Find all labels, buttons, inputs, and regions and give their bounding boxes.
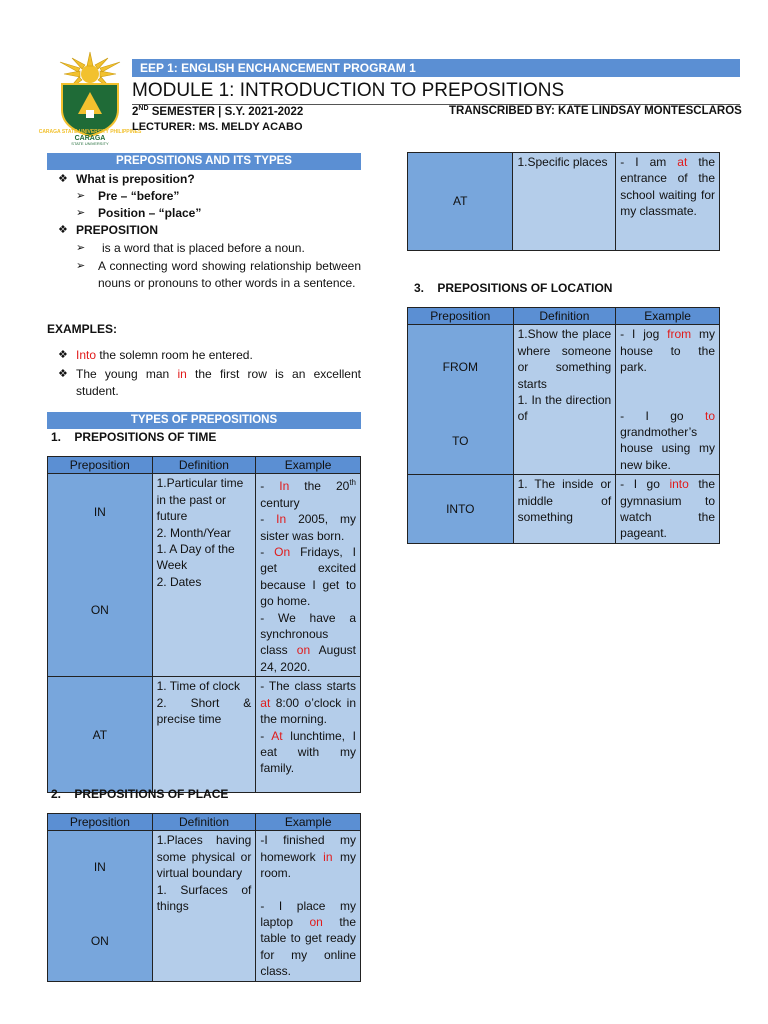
arrow-bullet-icon: ➢ [76, 260, 86, 272]
time-heading: 1. PREPOSITIONS OF TIME [51, 430, 217, 444]
university-logo [38, 48, 142, 148]
definition-cell: 1.Show the place where someone or something starts 1. In the direction of [513, 325, 616, 475]
examples-label: EXAMPLES: [47, 322, 118, 336]
column-header-example: Example [256, 814, 361, 831]
prep-cell: IN ON [48, 831, 153, 981]
transcriber: TRANSCRIBED BY: KATE LINDSAY MONTESCLAROS [449, 105, 742, 117]
example-2: The young man in the first row is an excellent student. [76, 367, 361, 398]
column-header-example: Example [256, 457, 361, 474]
table-row [48, 677, 361, 793]
definition-cell: 1. The inside or middle of something [513, 475, 616, 544]
example-cell: - I go into the gymnasium to watch the pageant. [616, 475, 720, 544]
table-row [408, 325, 720, 475]
svg-text:CARAGA: CARAGA [74, 135, 106, 142]
table-row [48, 474, 361, 677]
diamond-bullet-icon: ❖ [58, 224, 68, 236]
lecturer: LECTURER: MS. MELDY ACABO [132, 121, 303, 133]
table-row [48, 831, 361, 981]
definition-1: is a word that is placed before a noun. [102, 241, 305, 255]
diamond-bullet-icon: ❖ [58, 173, 68, 185]
column-header-preposition: Preposition [408, 308, 514, 325]
example-cell: - I am at the entrance of the school waiting for my classmate. [616, 153, 720, 251]
place-at-table [407, 152, 720, 251]
example-cell: - I jog from my house to the park. - I go to grandmother’s house using my new bike. [616, 325, 720, 475]
question-text: What is preposition? [76, 172, 195, 186]
diamond-bullet-icon: ❖ [58, 368, 68, 380]
example-cell: - In the 20th century - In 2005, my sister was born. - On Fridays, I get excited because I get to go home. - We have a synchronous class on August 24, 2020. [256, 474, 361, 677]
module-title: MODULE 1: INTRODUCTION TO PREPOSITIONS [132, 80, 740, 105]
arrow-bullet-icon: ➢ [76, 207, 86, 219]
arrow-bullet-icon: ➢ [76, 190, 86, 202]
arrow-bullet-icon: ➢ [76, 242, 86, 254]
column-header-preposition: Preposition [48, 814, 153, 831]
definition-cell: 1.Places having some physical or virtual boundary 1. Surfaces of things [152, 831, 256, 981]
column-header-definition: Definition [152, 814, 256, 831]
prep-cell: IN ON [48, 474, 153, 677]
column-header-example: Example [616, 308, 720, 325]
place-heading: 2. PREPOSITIONS OF PLACE [51, 787, 229, 801]
pre-text: Pre – “before” [98, 189, 180, 203]
time-table [47, 456, 361, 793]
preposition-heading: PREPOSITION [76, 223, 159, 237]
semester-info: 2ND SEMESTER | S.Y. 2021-2022 [132, 105, 304, 118]
column-header-definition: Definition [152, 457, 256, 474]
column-header-definition: Definition [513, 308, 616, 325]
example-cell: -I finished my homework in my room. - I place my laptop on the table to get ready for my online class. [256, 831, 361, 981]
section-band-types: PREPOSITIONS AND ITS TYPES [47, 153, 361, 170]
definition-cell: 1.Specific places [513, 153, 616, 251]
location-table [407, 307, 720, 544]
table-row [408, 153, 720, 251]
diamond-bullet-icon: ❖ [58, 349, 68, 361]
svg-text:STATE UNIVERSITY: STATE UNIVERSITY [71, 141, 109, 146]
example-cell: - The class starts at 8:00 o’clock in the morning. - At lunchtime, I eat with my family. [256, 677, 361, 793]
definition-cell: 1. Time of clock 2. Short & precise time [152, 677, 256, 793]
prep-cell: INTO [408, 475, 514, 544]
column-header-preposition: Preposition [48, 457, 153, 474]
place-table [47, 813, 361, 982]
prep-cell: AT [48, 677, 153, 793]
section-band-types-list: TYPES OF PREPOSITIONS [47, 412, 361, 429]
table-row [408, 475, 720, 544]
definition-2: A connecting word showing relationship between nouns or pronouns to other words in a sentence. [98, 259, 361, 290]
definition-cell: 1.Particular time in the past or future 2. Month/Year 1. A Day of the Week 2. Dates [152, 474, 256, 677]
example-1: Into the solemn room he entered. [76, 348, 253, 362]
logo-text: CARAGA STATE UNIVERSITY PHILIPPINES [38, 129, 142, 135]
prep-cell: AT [408, 153, 513, 251]
prep-cell: FROM TO [408, 325, 514, 475]
position-text: Position – “place” [98, 206, 202, 220]
program-title: EEP 1: ENGLISH ENCHANCEMENT PROGRAM 1 [132, 59, 740, 77]
location-heading: 3. PREPOSITIONS OF LOCATION [414, 281, 613, 295]
